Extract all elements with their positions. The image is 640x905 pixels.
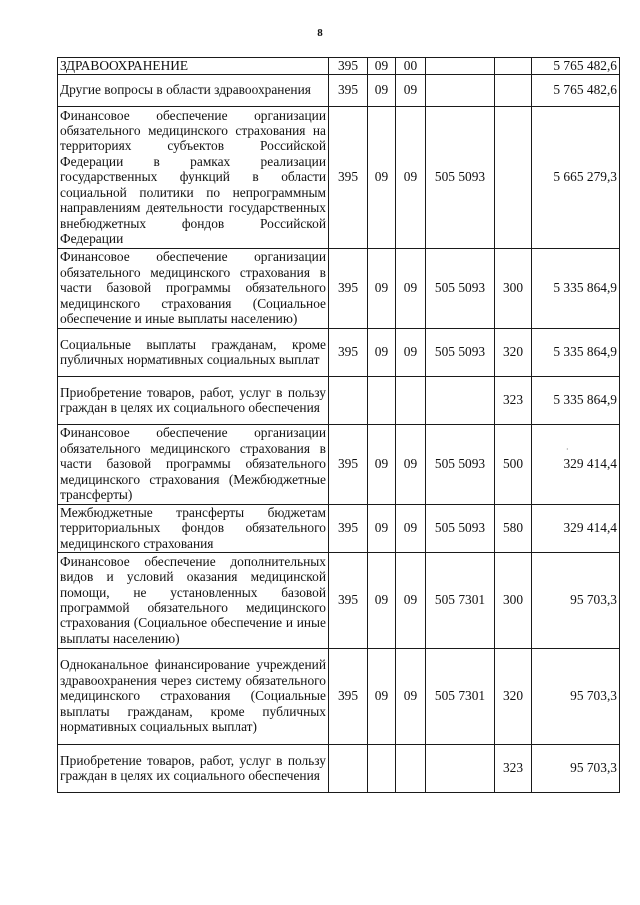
row-ministry-code: 395 [329,328,368,376]
row-amount: 5 665 279,3 [532,106,620,248]
row-target-item-code: 505 5093 [426,106,495,248]
row-subsection-code: 09 [396,424,426,504]
row-subsection-code: 09 [396,552,426,648]
row-section-code: 09 [368,58,396,75]
row-target-item-code: 505 5093 [426,424,495,504]
row-ministry-code: 395 [329,106,368,248]
row-ministry-code: 395 [329,74,368,106]
row-name: Финансовое обеспечение организации обязательного медицинского страхования в части базовой программы обязательного медицинского страхования (Социальное обеспечение и иные выплаты населению) [58,248,329,328]
row-expense-type-code: 323 [495,376,532,424]
row-subsection-code [396,376,426,424]
row-expense-type-code: 320 [495,648,532,744]
row-ministry-code: 395 [329,552,368,648]
row-name: Финансовое обеспечение дополнительных видов и условий оказания медицинской помощи, не установленных базовой программой обязательного медицинского страхования (Социальное обеспечение и иные выплаты населению) [58,552,329,648]
row-name: Другие вопросы в области здравоохранения [58,74,329,106]
row-subsection-code: 09 [396,248,426,328]
row-name: Социальные выплаты гражданам, кроме публичных нормативных социальных выплат [58,328,329,376]
row-expense-type-code: 323 [495,744,532,792]
row-target-item-code [426,376,495,424]
row-ministry-code: 395 [329,504,368,552]
row-ministry-code [329,744,368,792]
table-row [58,376,620,424]
row-expense-type-code [495,106,532,248]
row-name: Одноканальное финансирование учреждений здравоохранения через систему обязательного медицинского страхования (Социальные выплаты гражданам, кроме публичных нормативных социальных выплат) [58,648,329,744]
row-name: Приобретение товаров, работ, услуг в пользу граждан в целях их социального обеспечения [58,744,329,792]
row-expense-type-code [495,58,532,75]
row-expense-type-code: 300 [495,552,532,648]
table-row [58,744,620,792]
row-section-code: 09 [368,424,396,504]
row-target-item-code: 505 7301 [426,552,495,648]
row-subsection-code: 09 [396,74,426,106]
row-subsection-code: 09 [396,504,426,552]
row-expense-type-code: 500 [495,424,532,504]
row-target-item-code: 505 7301 [426,648,495,744]
table-row [58,74,620,106]
row-expense-type-code: 320 [495,328,532,376]
row-amount: 5 335 864,9 [532,328,620,376]
row-amount: 5 765 482,6 [532,74,620,106]
table-row [58,504,620,552]
row-name: Финансовое обеспечение организации обязательного медицинского страхования на территориях субъектов Российской Федерации в рамках реализации государственных функций в области социальной политики по непрограммным направлениям деятельности государственных внебюджетных фондов Российской Федерации [58,106,329,248]
row-amount: 329 414,4 [532,424,620,504]
row-ministry-code: 395 [329,58,368,75]
row-section-code: 09 [368,106,396,248]
row-section-code [368,744,396,792]
row-amount: 5 765 482,6 [532,58,620,75]
row-amount: 95 703,3 [532,552,620,648]
table-row [58,58,620,75]
table-row [58,106,620,248]
row-name: ЗДРАВООХРАНЕНИЕ [58,58,329,75]
row-amount: 329 414,4 [532,504,620,552]
row-amount: 5 335 864,9 [532,376,620,424]
table-row [58,328,620,376]
row-target-item-code [426,58,495,75]
table-row [58,424,620,504]
table-row [58,552,620,648]
row-amount: 95 703,3 [532,648,620,744]
scan-speck: · [566,445,569,454]
row-ministry-code: 395 [329,248,368,328]
row-section-code: 09 [368,328,396,376]
row-target-item-code [426,744,495,792]
row-section-code: 09 [368,74,396,106]
row-target-item-code: 505 5093 [426,504,495,552]
row-subsection-code [396,744,426,792]
row-target-item-code: 505 5093 [426,248,495,328]
row-name: Приобретение товаров, работ, услуг в пользу граждан в целях их социального обеспечения [58,376,329,424]
row-ministry-code: 395 [329,424,368,504]
row-ministry-code: 395 [329,648,368,744]
row-subsection-code: 09 [396,328,426,376]
row-subsection-code: 00 [396,58,426,75]
row-target-item-code: 505 5093 [426,328,495,376]
budget-table [57,57,620,793]
row-section-code: 09 [368,248,396,328]
row-name: Финансовое обеспечение организации обязательного медицинского страхования в части базовой программы обязательного медицинского страхования (Межбюджетные трансферты) [58,424,329,504]
row-amount: 95 703,3 [532,744,620,792]
row-expense-type-code [495,74,532,106]
row-section-code: 09 [368,552,396,648]
row-expense-type-code: 300 [495,248,532,328]
table-row [58,648,620,744]
row-ministry-code [329,376,368,424]
row-subsection-code: 09 [396,106,426,248]
table-row [58,248,620,328]
row-section-code: 09 [368,504,396,552]
page-number: 8 [317,27,323,39]
row-section-code: 09 [368,648,396,744]
row-target-item-code [426,74,495,106]
row-section-code [368,376,396,424]
row-amount: 5 335 864,9 [532,248,620,328]
row-name: Межбюджетные трансферты бюджетам территориальных фондов обязательного медицинского страхования [58,504,329,552]
row-expense-type-code: 580 [495,504,532,552]
row-subsection-code: 09 [396,648,426,744]
